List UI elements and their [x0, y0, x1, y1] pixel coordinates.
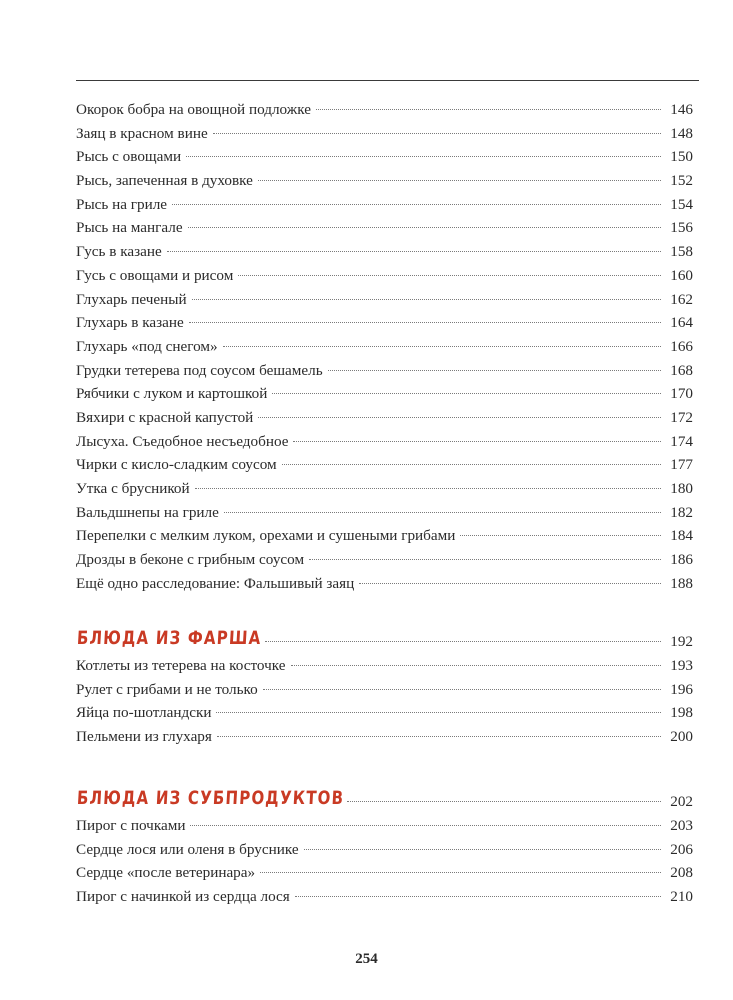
toc-entry-title: Грудки тетерева под соусом бешамель: [76, 361, 323, 379]
dot-leader: [316, 109, 661, 110]
toc-entry-page: 188: [670, 574, 693, 592]
section-heading: БЛЮДА ИЗ СУБПРОДУКТОВ: [76, 786, 345, 809]
toc-entry-title: Гусь с овощами и рисом: [76, 266, 234, 284]
dot-leader: [172, 204, 661, 205]
toc-entry-page: 177: [670, 456, 693, 474]
toc-entry-page: 168: [670, 361, 693, 379]
toc-entry-page: 146: [670, 101, 693, 118]
toc-entry[interactable]: [76, 861, 693, 885]
toc-entry-page: 172: [670, 408, 693, 426]
toc-entry-page: 198: [670, 704, 693, 722]
toc-entry-title: Рысь, запеченная в духовке: [76, 172, 253, 190]
toc-entry[interactable]: [76, 524, 693, 548]
toc-entry[interactable]: [76, 701, 693, 725]
toc-entry-title: Пирог с почками: [76, 817, 186, 834]
toc-entry[interactable]: [76, 654, 693, 678]
toc-entry-page: 152: [670, 172, 693, 190]
dot-leader: [217, 736, 661, 737]
toc-entry-title: Сердце лося или оленя в бруснике: [76, 840, 299, 858]
toc-entry-page: 196: [670, 680, 693, 698]
toc-entry[interactable]: [76, 572, 693, 596]
toc-entry-title: Вяхири с красной капустой: [76, 408, 254, 426]
toc-entry-page: 174: [670, 432, 693, 450]
toc-entry-title: Рысь на мангале: [76, 219, 183, 237]
toc-entry-title: Рябчики с луком и картошкой: [76, 385, 268, 403]
toc-entry[interactable]: [76, 311, 693, 335]
toc-entry-title: Котлеты из тетерева на косточке: [76, 657, 286, 674]
toc-entry-title: Заяц в красном вине: [76, 124, 208, 142]
toc-entry[interactable]: [76, 501, 693, 525]
toc-entry[interactable]: [76, 169, 693, 193]
toc-entry[interactable]: [76, 216, 693, 240]
toc-entry-page: 154: [670, 195, 693, 213]
dot-leader: [216, 712, 661, 713]
toc-entry-title: Рысь на гриле: [76, 195, 168, 213]
toc-entry[interactable]: [76, 240, 693, 264]
toc-entry[interactable]: [76, 406, 693, 430]
dot-leader: [190, 825, 661, 826]
toc-entry[interactable]: [76, 122, 693, 146]
dot-leader: [328, 370, 661, 371]
dot-leader: [304, 849, 661, 850]
toc-entry-page: 156: [670, 219, 693, 237]
toc-list-offal: [76, 814, 693, 909]
dot-leader: [272, 393, 661, 394]
dot-leader: [295, 896, 661, 897]
toc-entry-title: Гусь в казане: [76, 243, 162, 261]
toc-entry[interactable]: [76, 814, 693, 838]
toc-entry-title: Пирог с начинкой из сердца лося: [76, 888, 290, 906]
toc-entry[interactable]: [76, 453, 693, 477]
toc-entry[interactable]: [76, 264, 693, 288]
dot-leader: [192, 299, 661, 300]
section-page: 192: [670, 633, 693, 650]
toc-entry[interactable]: [76, 193, 693, 217]
dot-leader: [260, 872, 661, 873]
dot-leader: [263, 689, 661, 690]
toc-entry-title: Лысуха. Съедобное несъедобное: [76, 432, 289, 450]
dot-leader: [309, 559, 661, 560]
toc-entry-page: 186: [670, 551, 693, 569]
toc-entry-page: 203: [670, 817, 693, 834]
toc-entry-page: 210: [670, 888, 693, 906]
toc-entry[interactable]: [76, 288, 693, 312]
toc-entry-title: Глухарь в казане: [76, 314, 184, 332]
dot-leader: [238, 275, 661, 276]
toc-entry-title: Чирки с кисло-сладким соусом: [76, 456, 277, 474]
toc-entry[interactable]: [76, 548, 693, 572]
toc-entry-title: Яйца по-шотландски: [76, 704, 212, 722]
dot-leader: [188, 227, 661, 228]
toc-entry-page: 162: [670, 290, 693, 308]
dot-leader: [258, 417, 661, 418]
section-heading-row[interactable]: [76, 628, 693, 655]
toc-entry-page: 206: [670, 840, 693, 858]
toc-entry-title: Рулет с грибами и не только: [76, 680, 258, 698]
toc-entry-page: 160: [670, 266, 693, 284]
dot-leader: [186, 156, 661, 157]
toc-entry-title: Глухарь «под снегом»: [76, 337, 218, 355]
toc-entry-title: Ещё одно расследование: Фальшивый заяц: [76, 574, 355, 592]
toc-entry-page: 180: [670, 480, 693, 497]
dot-leader: [223, 346, 661, 347]
toc-entry-title: Вальдшнепы на гриле: [76, 503, 219, 521]
dot-leader: [224, 512, 661, 513]
dot-leader: [347, 801, 661, 802]
dot-leader: [291, 665, 661, 666]
toc-entry-page: 170: [670, 385, 693, 403]
dot-leader: [293, 441, 661, 442]
toc-entry[interactable]: [76, 382, 693, 406]
toc-section-offal: [76, 788, 693, 815]
toc-list-minced: [76, 654, 693, 749]
toc-entry[interactable]: [76, 477, 693, 501]
toc-entry-title: Сердце «после ветеринара»: [76, 864, 256, 882]
dot-leader: [213, 133, 661, 134]
section-heading-row[interactable]: [76, 788, 693, 815]
toc-entry-page: 182: [670, 503, 693, 521]
toc-entry-title: Окорок бобра на овощной подложке: [76, 101, 312, 118]
toc-entry[interactable]: [76, 678, 693, 702]
toc-entry-page: 184: [670, 527, 693, 545]
toc-entry[interactable]: [76, 359, 693, 383]
toc-entry-page: 148: [670, 124, 693, 142]
page-number: 254: [355, 951, 378, 967]
toc-entry-page: 164: [670, 314, 693, 332]
toc-entry[interactable]: [76, 335, 693, 359]
toc-entry[interactable]: [76, 838, 693, 862]
toc-entry-page: 200: [670, 728, 693, 746]
toc-entry-page: 166: [670, 337, 693, 355]
toc-entry[interactable]: [76, 145, 693, 169]
toc-entry[interactable]: [76, 430, 693, 454]
toc-entry-title: Утка с брусникой: [76, 480, 190, 497]
dot-leader: [195, 488, 661, 489]
dot-leader: [282, 464, 661, 465]
dot-leader: [359, 583, 661, 584]
toc-entry[interactable]: [76, 885, 693, 909]
toc-entry-page: 193: [670, 657, 693, 674]
section-page: 202: [670, 793, 693, 810]
toc-entry-title: Перепелки с мелким луком, орехами и сушеными грибами: [76, 527, 456, 545]
toc-entry-title: Рысь с овощами: [76, 148, 182, 166]
dot-leader: [258, 180, 661, 181]
section-heading: БЛЮДА ИЗ ФАРША: [76, 626, 263, 649]
dot-leader: [460, 535, 661, 536]
toc-entry-page: 158: [670, 243, 693, 261]
toc-list-main: [76, 98, 693, 595]
dot-leader: [265, 641, 661, 642]
toc-entry[interactable]: [76, 98, 693, 122]
toc-section-minced: [76, 628, 693, 655]
toc-entry-title: Пельмени из глухаря: [76, 728, 212, 746]
toc-entry-page: 150: [670, 148, 693, 166]
dot-leader: [189, 322, 661, 323]
top-divider: [76, 80, 699, 81]
dot-leader: [167, 251, 661, 252]
toc-entry-title: Глухарь печеный: [76, 290, 187, 308]
toc-entry[interactable]: [76, 725, 693, 749]
toc-entry-page: 208: [670, 864, 693, 882]
toc-entry-title: Дрозды в беконе с грибным соусом: [76, 551, 305, 569]
